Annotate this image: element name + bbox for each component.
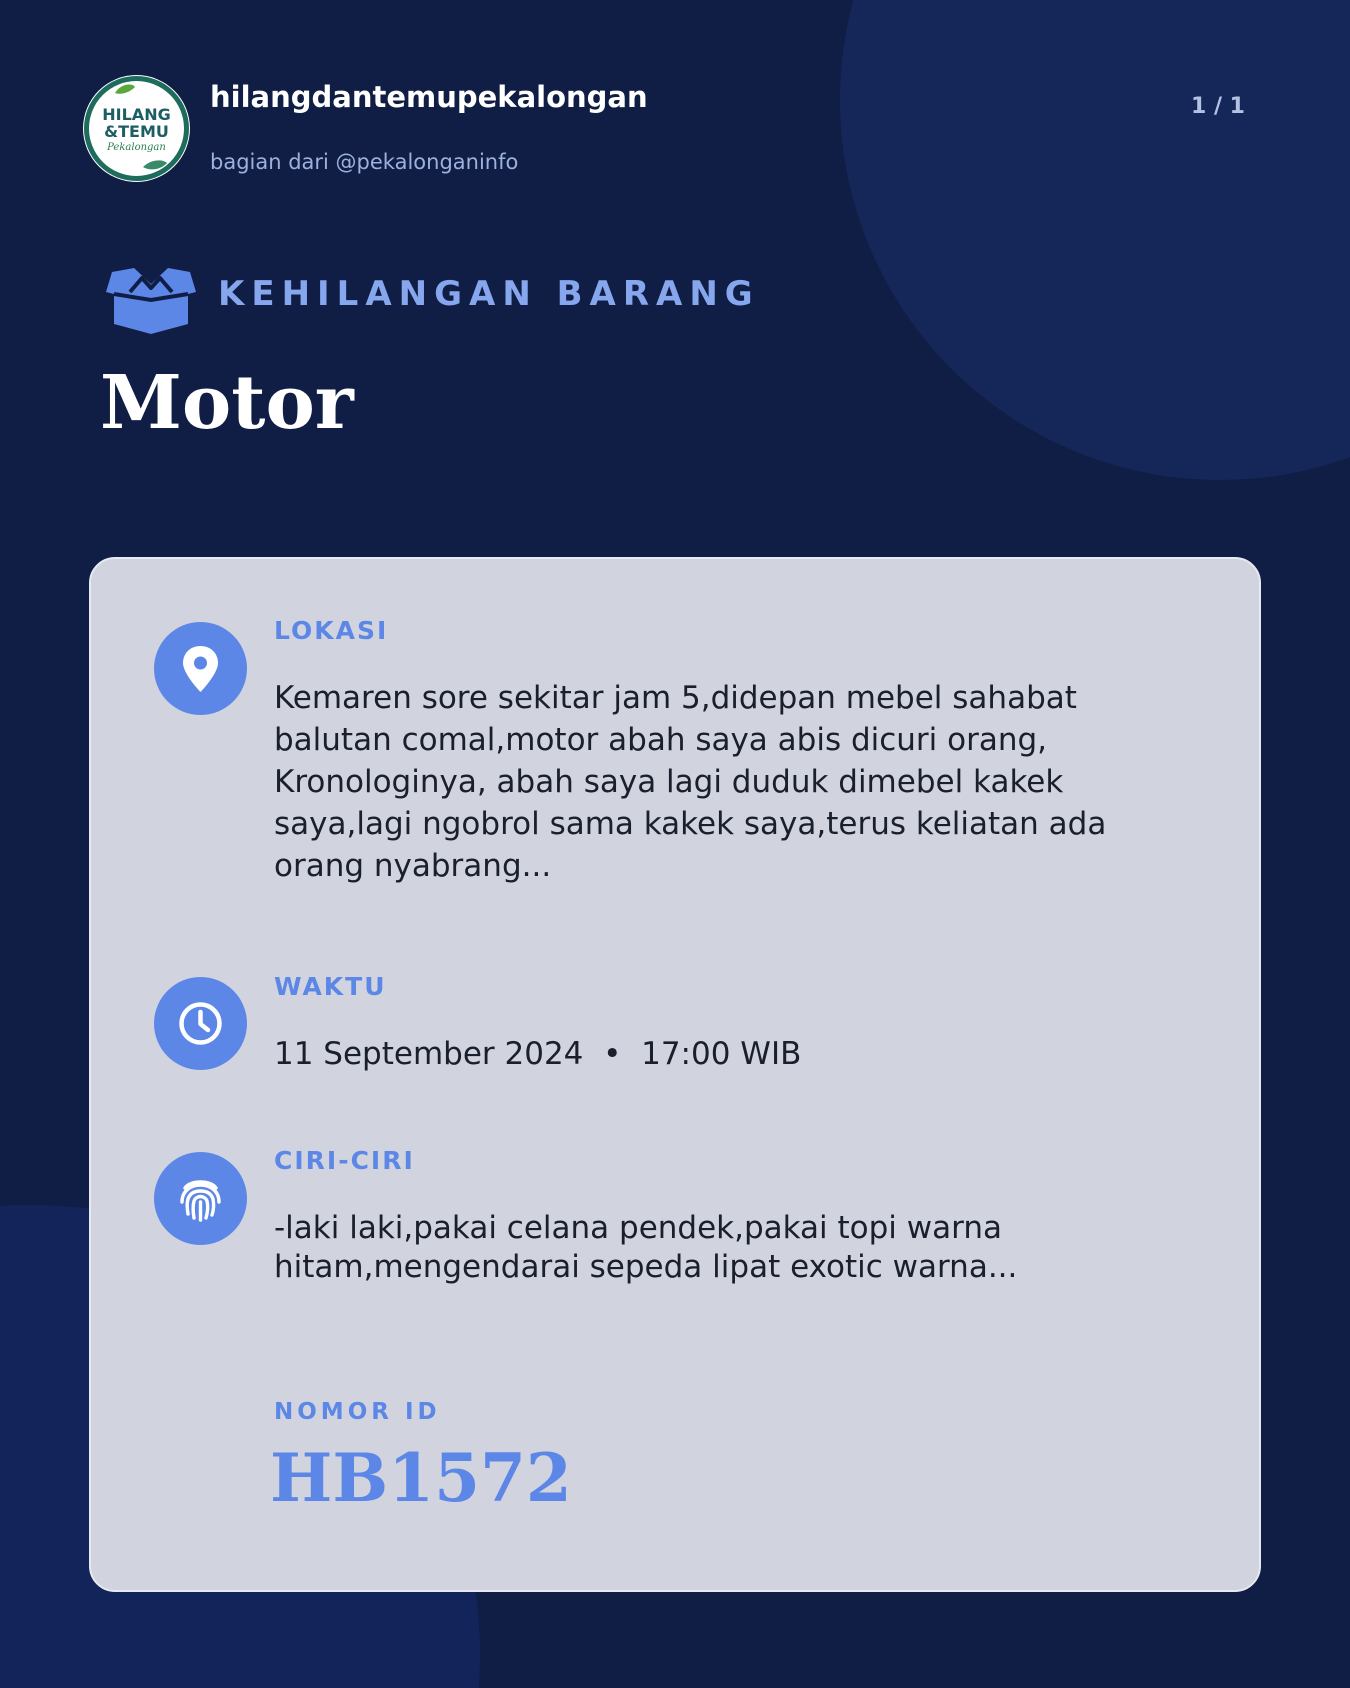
page-indicator: 1 / 1 [1191, 94, 1245, 119]
box-icon [104, 266, 198, 336]
svg-text:Pekalongan: Pekalongan [107, 142, 166, 153]
location-value: Kemaren sore sekitar jam 5,didepan mebel sahabat balutan comal,motor abah saya abis dicuri orang, Kronologinya, abah saya lagi duduk dimebel kakek saya,lagi ngobrol sama kakek saya,terus keliatan ada orang nyabrang... [274, 680, 1107, 884]
fingerprint-icon [154, 1152, 247, 1245]
features-value: -laki laki,pakai celana pendek,pakai topi warna hitam,mengendarai sepeda lipat exotic warna... [274, 1210, 1018, 1285]
features-label: CIRI-CIRI [274, 1146, 415, 1175]
location-label: LOKASI [274, 616, 389, 645]
details-card [89, 557, 1261, 1592]
item-title: Motor [100, 360, 354, 446]
id-value: HB1572 [270, 1439, 572, 1517]
account-subtitle: bagian dari @pekalonganinfo [210, 150, 519, 174]
clock-icon [154, 977, 247, 1070]
time-value: 11 September 2024 • 17:00 WIB [274, 1036, 802, 1072]
account-name[interactable]: hilangdantemupekalongan [210, 80, 648, 114]
svg-text:HILANG: HILANG [102, 105, 171, 124]
account-logo [83, 75, 190, 182]
category-label: KEHILANGAN BARANG [218, 274, 760, 314]
location-pin-icon [154, 622, 247, 715]
svg-text:&TEMU: &TEMU [104, 122, 169, 141]
id-label: NOMOR ID [274, 1399, 441, 1425]
time-label: WAKTU [274, 972, 387, 1001]
decorative-circle-top [840, 0, 1350, 480]
